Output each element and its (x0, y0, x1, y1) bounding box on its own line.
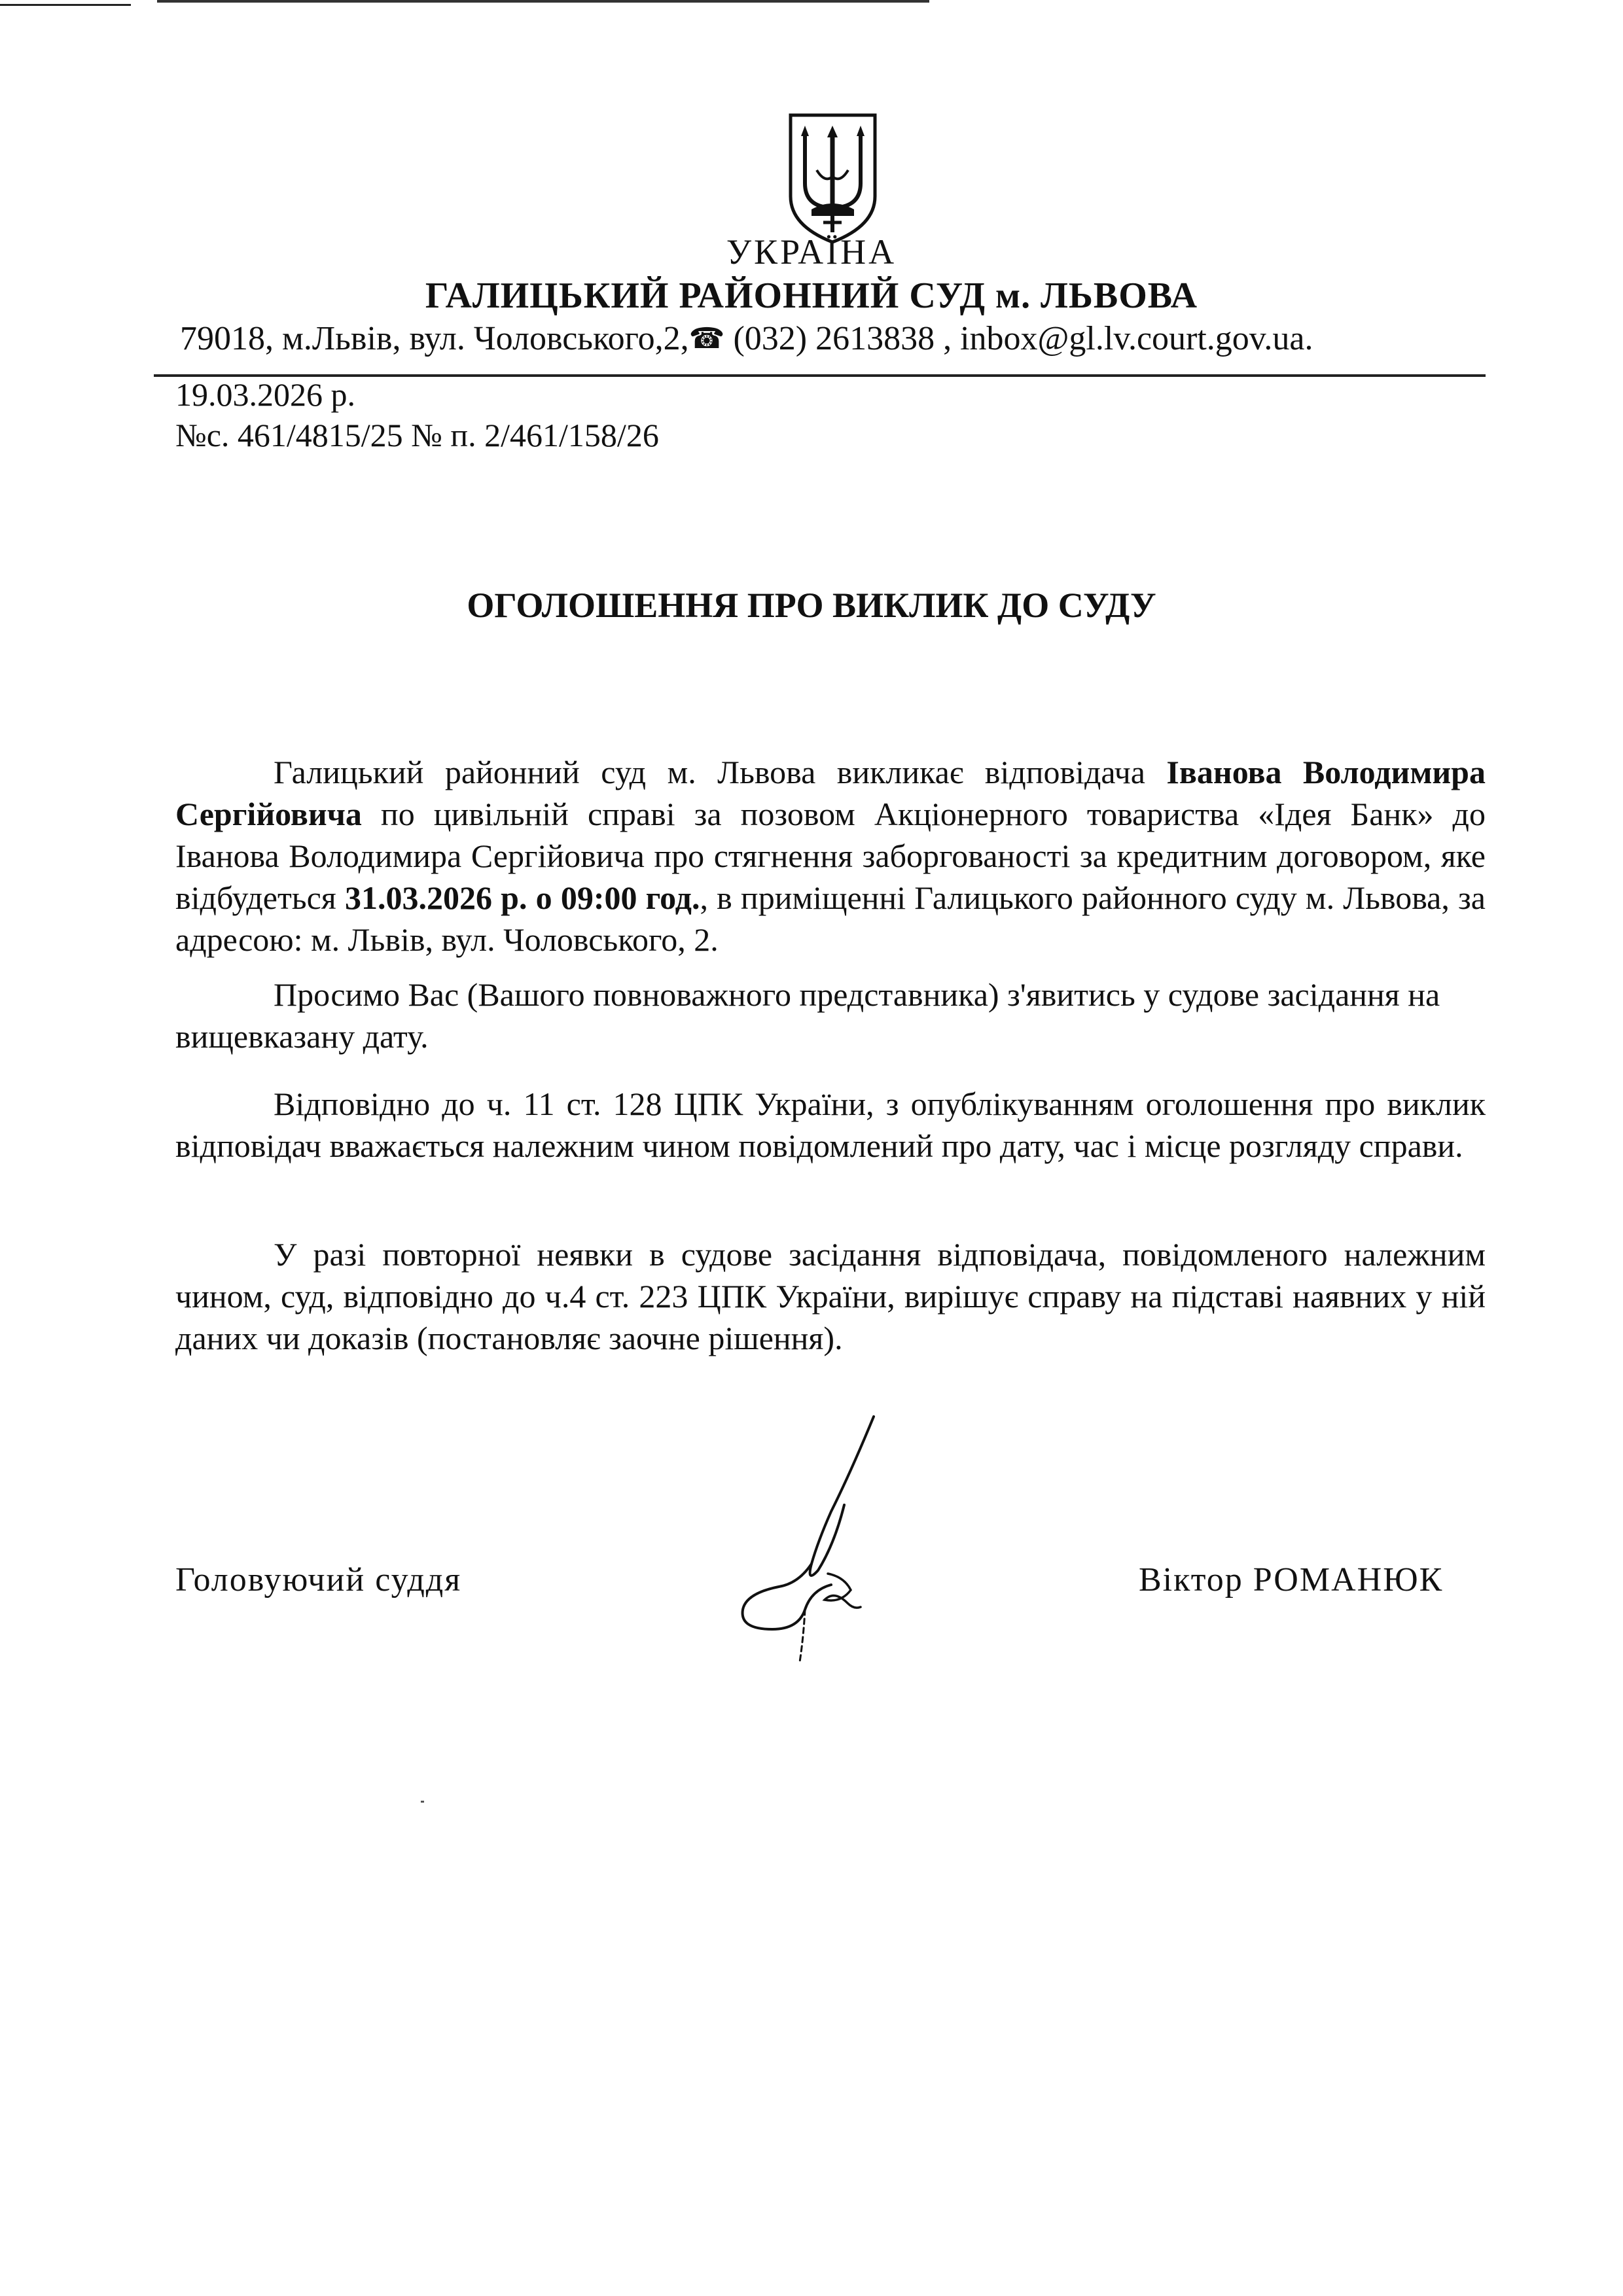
telephone-icon: ☎ (688, 323, 725, 355)
coat-of-arms-icon (785, 111, 880, 245)
handwritten-signature (720, 1413, 890, 1675)
address-contacts: (032) 2613838 , inbox@gl.lv.court.gov.ua. (724, 320, 1313, 357)
paragraph-text: У разі повторної неявки в судове засідання відповідача, повідомленого належним чином, суд, відповідно до ч.4 ст. 223 ЦПК України, вирішує справу на підставі наявних у ній даних чи доказів (постановляє заочне рішення). (175, 1236, 1486, 1356)
scan-artifact-line (157, 0, 929, 3)
document-date: 19.03.2026 р. (175, 376, 355, 413)
document-title: ОГОЛОШЕННЯ ПРО ВИКЛИК ДО СУДУ (467, 586, 1156, 625)
case-number: №с. 461/4815/25 № п. 2/461/158/26 (175, 417, 659, 453)
country-heading: УКРАЇНА (726, 232, 897, 272)
court-address (180, 319, 1313, 359)
court-name-heading: ГАЛИЦЬКИЙ РАЙОННИЙ СУД м. ЛЬВОВА (425, 275, 1198, 316)
paragraph-legal-basis (175, 1083, 1486, 1167)
paragraph-summons (175, 751, 1486, 961)
scan-artifact-dot (421, 1801, 424, 1803)
paragraph-text: , в приміщенні Галицького районного суду м. Львова, за адресою: м. Львів, вул. Чоловського, 2. (175, 879, 1486, 958)
paragraph-text: Відповідно до ч. 11 ст. 128 ЦПК України, з опублікуванням оголошення про виклик відповідач вважається належним чином повідомлений про дату, час і місце розгляду справи. (175, 1086, 1486, 1164)
paragraph-text: по цивільній справі за позовом Акціонерного товариства «Ідея Банк» до Іванова Володимира Сергійовича про стягнення заборгованості за кредитним договором, яке відбудеться (175, 796, 1486, 916)
paragraph-default-judgment (175, 1233, 1486, 1359)
hearing-datetime: 31.03.2026 р. о 09:00 год. (344, 879, 700, 916)
judge-role-label: Головуючий суддя (175, 1561, 462, 1598)
paragraph-text: Галицький районний суд м. Львова викликає відповідача (274, 754, 1167, 790)
address-street: 79018, м.Львів, вул. Чоловського,2, (180, 320, 689, 357)
scan-artifact-line (0, 4, 131, 6)
judge-name: Віктор РОМАНЮК (1139, 1561, 1444, 1598)
defendant-name: Іванова Володимира Сергійовича (175, 754, 1486, 832)
paragraph-text: Просимо Вас (Вашого повноважного представника) з'явитись у судове засідання на вищевказану дату. (175, 976, 1440, 1055)
paragraph-request (175, 974, 1486, 1057)
